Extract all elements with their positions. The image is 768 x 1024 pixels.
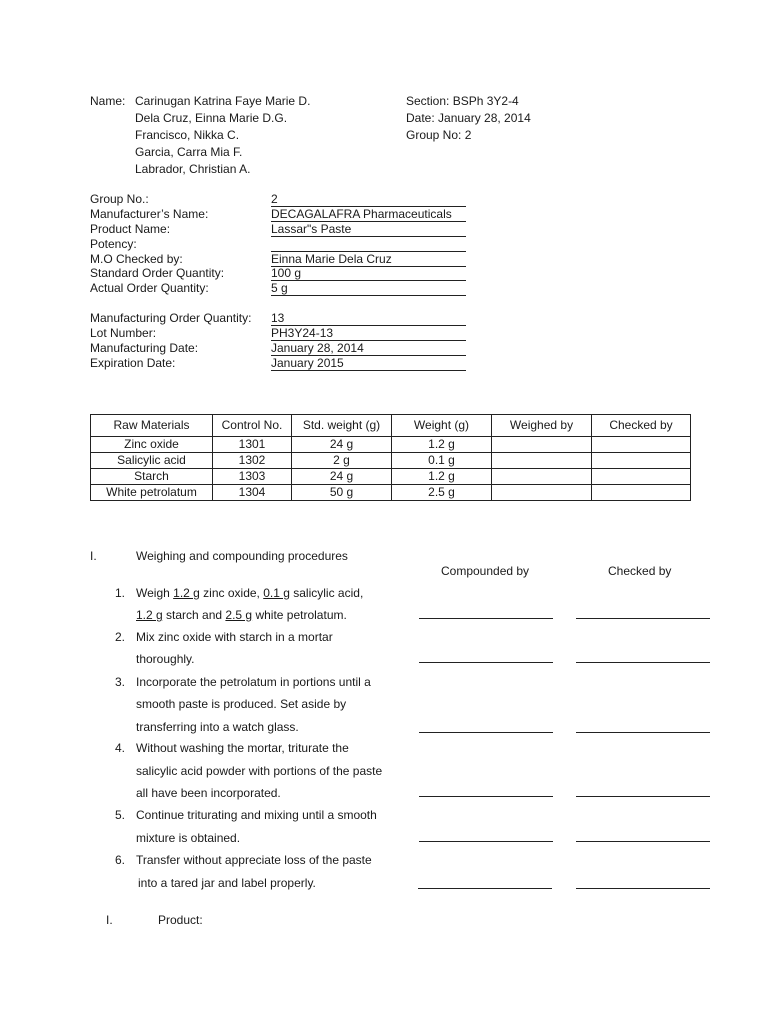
step-1-qty-salicylic: 0.1 g bbox=[263, 586, 290, 600]
col-checked-by-proc: Checked by bbox=[608, 564, 672, 578]
field-value-exp-date: January 2015 bbox=[271, 356, 466, 371]
step-1-num: 1. bbox=[115, 586, 126, 600]
step-1-line2 bbox=[136, 604, 347, 626]
col-control-no: Control No. bbox=[213, 415, 292, 437]
step-1-qty-zinc: 1.2 g bbox=[173, 586, 200, 600]
col-compounded-by: Compounded by bbox=[441, 564, 530, 578]
table-row bbox=[91, 485, 691, 501]
step-5-line2: mixture is obtained. bbox=[136, 831, 241, 845]
step-6-compounded-line[interactable] bbox=[418, 888, 552, 889]
field-value-product: Lassar"s Paste bbox=[271, 222, 466, 237]
field-value-actual-qty: 5 g bbox=[271, 281, 466, 296]
step-1-compounded-line[interactable] bbox=[419, 618, 553, 619]
field-label-product: Product Name: bbox=[90, 222, 171, 236]
step-3-line3: transferring into a watch glass. bbox=[136, 720, 299, 734]
group-info: Group No: 2 bbox=[406, 128, 472, 142]
step-1-text: Weigh bbox=[136, 586, 174, 600]
cell-control: 1301 bbox=[213, 437, 292, 453]
name-2: Dela Cruz, Einna Marie D.G. bbox=[135, 111, 288, 125]
field-label-potency: Potency: bbox=[90, 237, 137, 251]
field-label-group: Group No.: bbox=[90, 192, 149, 206]
step-4-compounded-line[interactable] bbox=[419, 796, 553, 797]
field-label-mfg-order-qty: Manufacturing Order Quantity: bbox=[90, 311, 252, 325]
step-5-compounded-line[interactable] bbox=[419, 841, 553, 842]
field-label-mfg-date: Manufacturing Date: bbox=[90, 341, 199, 355]
section1-numeral: I. bbox=[90, 549, 97, 563]
date-info: Date: January 28, 2014 bbox=[406, 111, 531, 125]
table-row bbox=[91, 437, 691, 453]
col-weighed-by: Weighed by bbox=[492, 415, 592, 437]
step-6-checked-line[interactable] bbox=[576, 888, 710, 889]
cell-material: Starch bbox=[91, 469, 213, 485]
step-6-line1: Transfer without appreciate loss of the paste bbox=[136, 853, 372, 867]
step-1-text: salicylic acid, bbox=[289, 586, 364, 600]
cell-std-weight: 24 g bbox=[292, 469, 392, 485]
field-value-group: 2 bbox=[271, 192, 466, 207]
name-3: Francisco, Nikka C. bbox=[135, 128, 240, 142]
raw-materials-table bbox=[90, 414, 691, 501]
cell-weight: 0.1 g bbox=[392, 453, 492, 469]
step-2-line1: Mix zinc oxide with starch in a mortar bbox=[136, 630, 333, 644]
step-2-num: 2. bbox=[115, 630, 126, 644]
cell-std-weight: 2 g bbox=[292, 453, 392, 469]
step-4-line2: salicylic acid powder with portions of the paste bbox=[136, 764, 383, 778]
step-2-compounded-line[interactable] bbox=[419, 662, 553, 663]
cell-control: 1302 bbox=[213, 453, 292, 469]
step-1-qty-petrolatum: 2.5 g bbox=[225, 608, 253, 622]
field-label-mo-checked: M.O Checked by: bbox=[90, 252, 183, 266]
cell-checked-by[interactable] bbox=[592, 469, 691, 485]
step-6-num: 6. bbox=[115, 853, 126, 867]
cell-weighed-by[interactable] bbox=[492, 469, 592, 485]
step-3-line2: smooth paste is produced. Set aside by bbox=[136, 697, 347, 711]
cell-weight: 1.2 g bbox=[392, 469, 492, 485]
section-info: Section: BSPh 3Y2-4 bbox=[406, 94, 519, 108]
table-row bbox=[91, 453, 691, 469]
step-3-num: 3. bbox=[115, 675, 126, 689]
col-weight: Weight (g) bbox=[392, 415, 492, 437]
cell-weighed-by[interactable] bbox=[492, 453, 592, 469]
step-4-checked-line[interactable] bbox=[576, 796, 710, 797]
cell-std-weight: 24 g bbox=[292, 437, 392, 453]
field-value-lot-number: PH3Y24-13 bbox=[271, 326, 466, 341]
field-value-manufacturer: DECAGALAFRA Pharmaceuticals bbox=[271, 207, 466, 222]
section1-title: Weighing and compounding procedures bbox=[136, 549, 348, 563]
col-std-weight: Std. weight (g) bbox=[292, 415, 392, 437]
cell-material: White petrolatum bbox=[91, 485, 213, 501]
step-2-checked-line[interactable] bbox=[576, 662, 710, 663]
cell-control: 1304 bbox=[213, 485, 292, 501]
step-6-line2: into a tared jar and label properly. bbox=[138, 876, 316, 890]
cell-weighed-by[interactable] bbox=[492, 437, 592, 453]
cell-weighed-by[interactable] bbox=[492, 485, 592, 501]
step-4-line3: all have been incorporated. bbox=[136, 786, 281, 800]
field-value-mo-checked: Einna Marie Dela Cruz bbox=[271, 252, 466, 267]
step-1-text: starch and bbox=[162, 608, 226, 622]
name-5: Labrador, Christian A. bbox=[135, 162, 251, 176]
cell-checked-by[interactable] bbox=[592, 437, 691, 453]
field-value-mfg-date: January 28, 2014 bbox=[271, 341, 466, 356]
step-1-checked-line[interactable] bbox=[576, 618, 710, 619]
col-raw-materials: Raw Materials bbox=[91, 415, 213, 437]
step-1-text: white petrolatum. bbox=[252, 608, 347, 622]
step-5-num: 5. bbox=[115, 808, 126, 822]
cell-material: Salicylic acid bbox=[91, 453, 213, 469]
table-row bbox=[91, 469, 691, 485]
field-label-manufacturer: Manufacturer’s Name: bbox=[90, 207, 209, 221]
cell-checked-by[interactable] bbox=[592, 485, 691, 501]
cell-weight: 2.5 g bbox=[392, 485, 492, 501]
name-1: Carinugan Katrina Faye Marie D. bbox=[135, 94, 311, 108]
cell-std-weight: 50 g bbox=[292, 485, 392, 501]
cell-checked-by[interactable] bbox=[592, 453, 691, 469]
cell-weight: 1.2 g bbox=[392, 437, 492, 453]
step-2-line2: thoroughly. bbox=[136, 652, 195, 666]
name-4: Garcia, Carra Mia F. bbox=[135, 145, 243, 159]
step-1-line1 bbox=[136, 582, 363, 604]
step-3-checked-line[interactable] bbox=[576, 732, 710, 733]
name-label: Name: bbox=[90, 94, 126, 108]
cell-material: Zinc oxide bbox=[91, 437, 213, 453]
col-checked-by: Checked by bbox=[592, 415, 691, 437]
field-label-lot-number: Lot Number: bbox=[90, 326, 157, 340]
field-value-mfg-order-qty: 13 bbox=[271, 311, 466, 326]
step-1-text: zinc oxide, bbox=[199, 586, 264, 600]
table-header-row bbox=[91, 415, 691, 437]
step-4-num: 4. bbox=[115, 741, 126, 755]
field-value-potency bbox=[271, 237, 466, 252]
section2-title: Product: bbox=[158, 913, 203, 927]
field-value-standard-qty: 100 g bbox=[271, 266, 466, 281]
step-3-compounded-line[interactable] bbox=[419, 732, 553, 733]
step-5-checked-line[interactable] bbox=[576, 841, 710, 842]
cell-control: 1303 bbox=[213, 469, 292, 485]
field-label-standard-qty: Standard Order Quantity: bbox=[90, 266, 225, 280]
field-label-exp-date: Expiration Date: bbox=[90, 356, 176, 370]
field-label-actual-qty: Actual Order Quantity: bbox=[90, 281, 209, 295]
step-4-line1: Without washing the mortar, triturate the bbox=[136, 741, 349, 755]
section2-numeral: I. bbox=[106, 913, 113, 927]
step-3-line1: Incorporate the petrolatum in portions until a bbox=[136, 675, 371, 689]
step-5-line1: Continue triturating and mixing until a smooth bbox=[136, 808, 377, 822]
step-1-qty-starch: 1.2 g bbox=[136, 608, 163, 622]
